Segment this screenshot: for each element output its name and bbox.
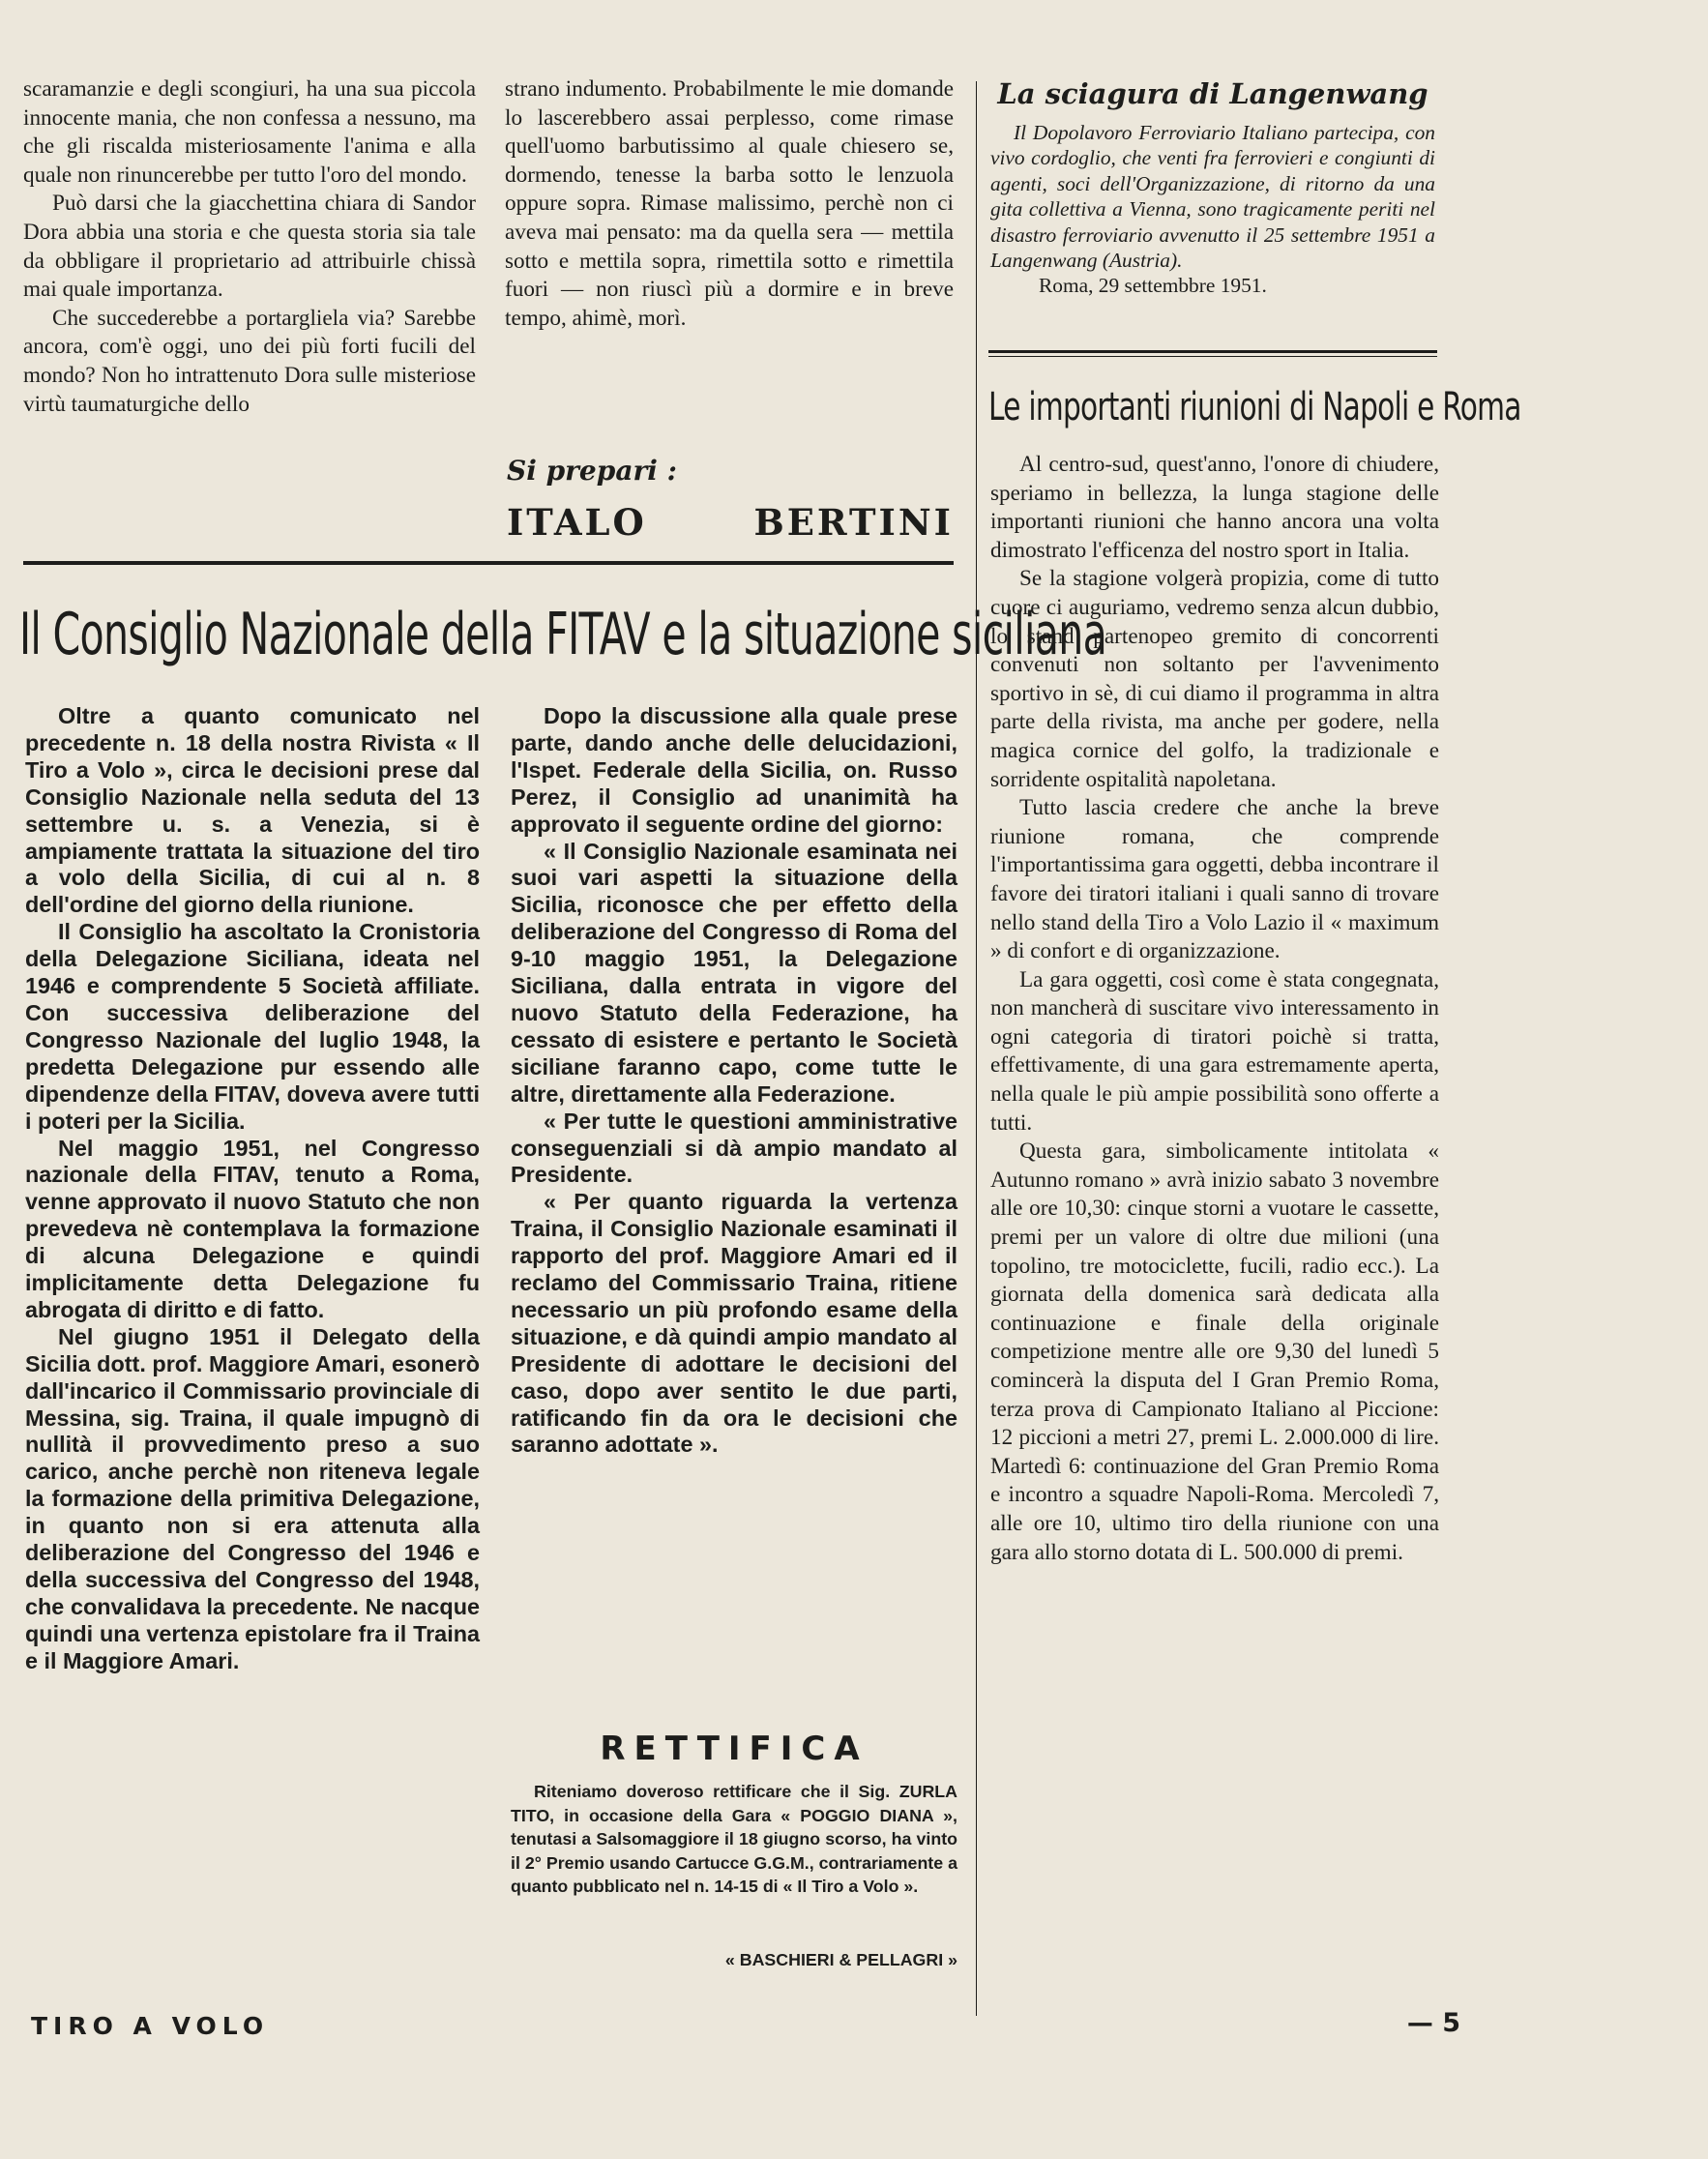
paragraph: Questa gara, simbolicamente intitolata « Autunno romano » avrà inizio sabato 3 novembre alle ore 10,30: cinque storni a vuotare le cassette, premi per un valore di oltre due milioni (una topolino, tre motociclette, fucili, radio ecc.). La giornata della domenica sarà dedicata alla continuazione e finale della originale competizione mentre alle ore 9,30 del lunedì 5 comincerà la disputa del I Gran Premio Roma, terza prova di Campionato Italiano al Piccione: 12 piccioni a metri 27, premi L. 2.000.000 di lire. Martedì 6: continuazione del Gran Premio Roma e incontro a squadre Napoli-Roma. Mercoledì 7, alle ore 10, ultimo tiro della riunione con una gara allo storno dotata di L. 500.000 di premi. [990, 1139, 1439, 1565]
paragraph: Tutto lascia credere che anche la breve riunione romana, che comprende l'importantissima gara oggetti, debba incontrare il favore dei tiratori italiani i quali sanno di trovare nello stand della Tiro a Volo Lazio il « maximum » di confort e di organizzazione. [990, 795, 1439, 964]
paragraph: Se la stagione volgerà propizia, come di tutto cuore ci auguriamo, vedremo senza alcun dubbio, lo stand partenopeo gremito di concorrenti convenuti non soltanto per l'avvenimento sportivo in sè, di cui diamo il programma in altra parte della rivista, ma anche per godere, nella magica cornice del golfo, la tradizionale e sorridente ospitalità napoletana. [990, 566, 1439, 792]
column-mid-top [505, 75, 954, 333]
paragraph: Dopo la discussione alla quale prese parte, dando anche delle delucidazioni, l'Ispet. Federale della Sicilia, on. Russo Perez, il Consiglio ad unanimità ha approvato il seguente ordine del giorno: [511, 703, 957, 837]
ad-name: ITALO BERTINI [507, 501, 954, 544]
fitav-headline: Il Consiglio Nazionale della FITAV e la situazione siciliana [19, 601, 1107, 668]
paragraph: Il Consiglio ha ascoltato la Cronistoria della Delegazione Siciliana, ideata nel 1946 e comprendente 5 Società affiliate. Con successiva deliberazione del Congresso Nazionale del luglio 1948, la predetta Delegazione pur essendo alle dipendenze della FITAV, doveva avere tutti i poteri per la Sicilia. [25, 919, 480, 1134]
rome-headline: Le importanti riunioni di Napoli e Roma [988, 385, 1521, 429]
paragraph: La gara oggetti, così come è stata congegnata, non mancherà di suscitare vivo interessamento in ogni categoria di tiratori poichè si tratta, effettivamente, di una gara estremamente aperta, nella quale le più ampie possibilità sono offerte a tutti. [990, 966, 1439, 1136]
paragraph: Oltre a quanto comunicato nel precedente n. 18 della nostra Rivista « Il Tiro a Volo », circa le decisioni prese dal Consiglio Nazionale nella seduta del 13 settembre u. s. a Venezia, si è ampiamente trattata la situazione del tiro a volo della Sicilia, di cui al n. 8 dell'ordine del giorno della riunione. [25, 703, 480, 918]
rettifica-title: RETTIFICA [600, 1730, 869, 1768]
paragraph: « Il Consiglio Nazionale esaminata nei suoi vari aspetti la situazione della Sicilia, riconosce che per effetto della deliberazione del Congresso di Roma del 9-10 maggio 1951, la Delegazione Siciliana, dalla entrata in vigore del nuovo Statuto della Federazione, ha cessato di esistere e pertanto le Società siciliane faranno capo, come tutte le altre, direttamente alla Federazione. [511, 838, 957, 1107]
langenwang-title: La sciagura di Langenwang [997, 77, 1428, 110]
paragraph: Il Dopolavoro Ferroviario Italiano partecipa, con vivo cordoglio, che venti fra ferrovieri e congiunti di agenti, soci dell'Organizzazione, di ritorno da una gita collettiva a Vienna, sono tragicamente periti nel disastro ferroviario avvenutto il 25 settembre 1951 a Langenwang (Austria). [990, 121, 1435, 273]
fitav-headline-box [19, 596, 1107, 673]
paragraph: « Per tutte le questioni amministrative conseguenziali si dà ampio mandato al Presidente. [511, 1108, 957, 1188]
page-number: — 5 [1406, 2008, 1460, 2038]
dateline: Roma, 29 settembbre 1951. [1039, 274, 1267, 298]
paragraph: Al centro-sud, quest'anno, l'onore di chiudere, speriamo in bellezza, la lunga stagione delle importanti riunioni che hanno ancora una volta dimostrato l'efficenza del nostro sport in Italia. [990, 452, 1439, 563]
paragraph: Può darsi che la giacchettina chiara di Sandor Dora abbia una storia e che questa storia sia tale da obbligare il proprietario ad attribuirle chissà mai quale importanza. [23, 191, 476, 303]
paragraph: Nel maggio 1951, nel Congresso nazionale della FITAV, tenuto a Roma, venne approvato il nuovo Statuto che non prevedeva nè contemplava la formazione di alcuna Delegazione e quindi implicitamente detta Delegazione fu abrogata di diritto e di fatto. [25, 1135, 480, 1322]
divider [988, 350, 1437, 353]
footer-magazine: TIRO A VOLO [31, 2012, 270, 2040]
paragraph: Nel giugno 1951 il Delegato della Sicilia dott. prof. Maggiore Amari, esonerò dall'incarico il Commissario provinciale di Messina, sig. Traina, il quale impugnò di nullità il provvedimento preso a suo carico, anche perchè non riteneva legale la formazione della primitiva Delegazione, in quanto non si era attenuta alla deliberazione del Congresso del 1946 e della successiva del Congresso del 1948, che convalidava la precedente. Ne nacque quindi una vertenza epistolare fra il Traina e il Maggiore Amari. [25, 1323, 480, 1673]
langenwang-body [990, 120, 1435, 299]
paragraph: Che succederebbe a portargliela via? Sarebbe ancora, com'è oggi, uno dei più forti fucili del mondo? Non ho intrattenuto Dora sulle misteriose virtù taumaturgiche dello [23, 305, 476, 417]
rettifica-signature: « BASCHIERI & PELLAGRI » [724, 1950, 957, 1969]
rome-headline-box [988, 383, 1521, 431]
rettifica-body: Riteniamo doveroso rettificare che il Sig. ZURLA TITO, in occasione della Gara « POGGIO DIANA », tenutasi a Salsomaggiore il 18 giugno scorso, ha vinto il 2° Premio usando Cartucce G.G.M., contrariamente a quanto pubblicato nel n. 14-15 di « Il Tiro a Volo ». [511, 1782, 957, 1896]
fitav-col2 [511, 703, 957, 1459]
paragraph: scaramanzie e degli scongiuri, ha una sua piccola innocente mania, che non confessa a nessuno, ma che gli riscalda misteriosamente l'anima e alla quale non rinuncerebbe per tutto l'oro del mondo. [23, 76, 476, 188]
divider [976, 81, 977, 2016]
paragraph: « Per quanto riguarda la vertenza Traina, il Consiglio Nazionale esaminati il rapporto del prof. Maggiore Amari ed il reclamo del Commissario Traina, ritiene necessario un più profondo esame della situazione, e dà quindi ampio mandato al Presidente di adottare le decisioni del caso, dopo aver sentito le due parti, ratificando fin da ora le decisioni che saranno adottate ». [511, 1189, 957, 1458]
column-left-top [23, 75, 476, 419]
paragraph: strano indumento. Probabilmente le mie domande lo lascerebbero assai perplesso, come rimase quell'uomo barbutissimo al quale chiesero se, dormendo, tenesse la barba sotto le lenzuola oppure sopra. Rimase malissimo, perchè non ci aveva mai pensato: ma da quella sera — mettila sotto e mettila sopra, rimettila sotto e rimettila fuori — non riuscì più a dormire e in breve tempo, ahimè, morì. [505, 76, 954, 331]
divider [23, 561, 954, 565]
ad-prefix: Si prepari : [507, 455, 677, 487]
divider [988, 356, 1437, 357]
fitav-col1 [25, 703, 480, 1675]
